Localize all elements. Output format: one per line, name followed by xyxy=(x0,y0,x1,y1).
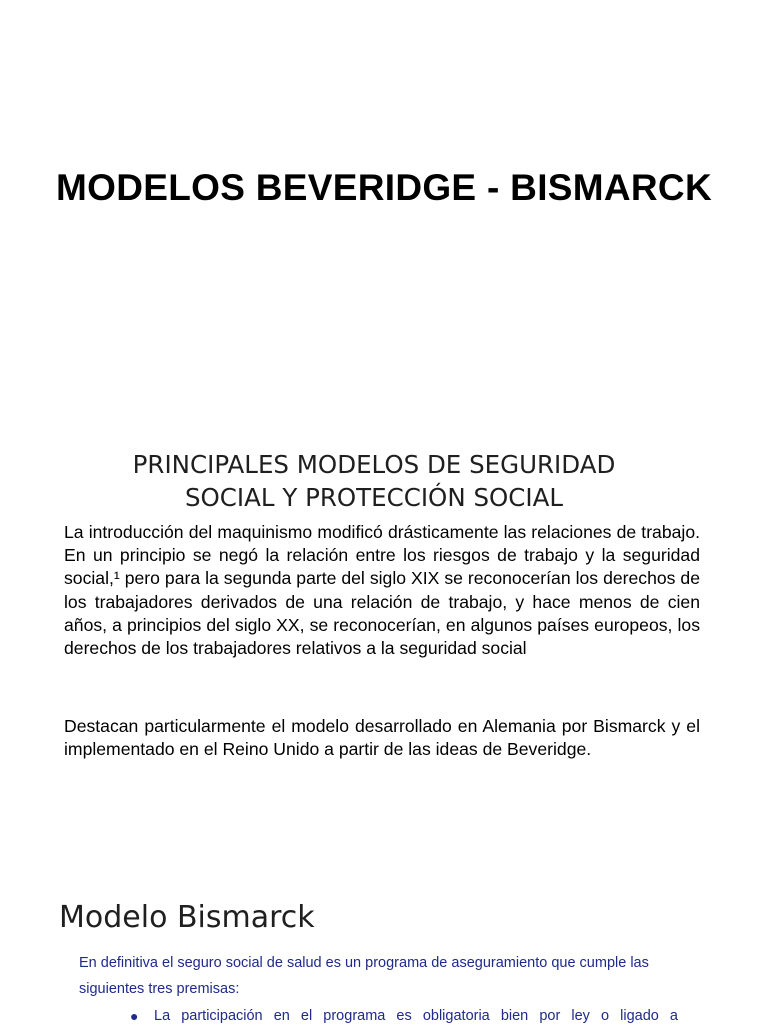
bismarck-premises-list xyxy=(130,1003,678,1029)
bismarck-section-title: Modelo Bismarck xyxy=(59,900,315,935)
paragraph-introduction: La introducción del maquinismo modificó drásticamente las relaciones de trabajo. En un principio se negó la relación entre los riesgos de trabajo y la seguridad social,¹ pero para la segunda parte del siglo XIX se reconocerían los derechos de los trabajadores derivados de una relación de trabajo, y hace menos de cien años, a principios del siglo XX, se reconocerían, en algunos países europeos, los derechos de los trabajadores relativos a la seguridad social xyxy=(64,522,700,659)
list-item xyxy=(130,1003,678,1029)
paragraph-models: Destacan particularmente el modelo desarrollado en Alemania por Bismarck y el implementado en el Reino Unido a partir de las ideas de Beveridge. xyxy=(64,716,700,760)
section-heading: PRINCIPALES MODELOS DE SEGURIDAD SOCIAL Y PROTECCIÓN SOCIAL xyxy=(132,450,616,512)
document-title: MODELOS BEVERIDGE - BISMARCK xyxy=(56,167,712,208)
bismarck-intro-text: En definitiva el seguro social de salud es un programa de aseguramiento que cumple las siguientes tres premisas: xyxy=(79,955,649,997)
bullet-icon: ● xyxy=(130,1008,139,1024)
list-item-text: La participación en el programa es obligatoria bien por ley o ligado a xyxy=(154,1008,678,1024)
